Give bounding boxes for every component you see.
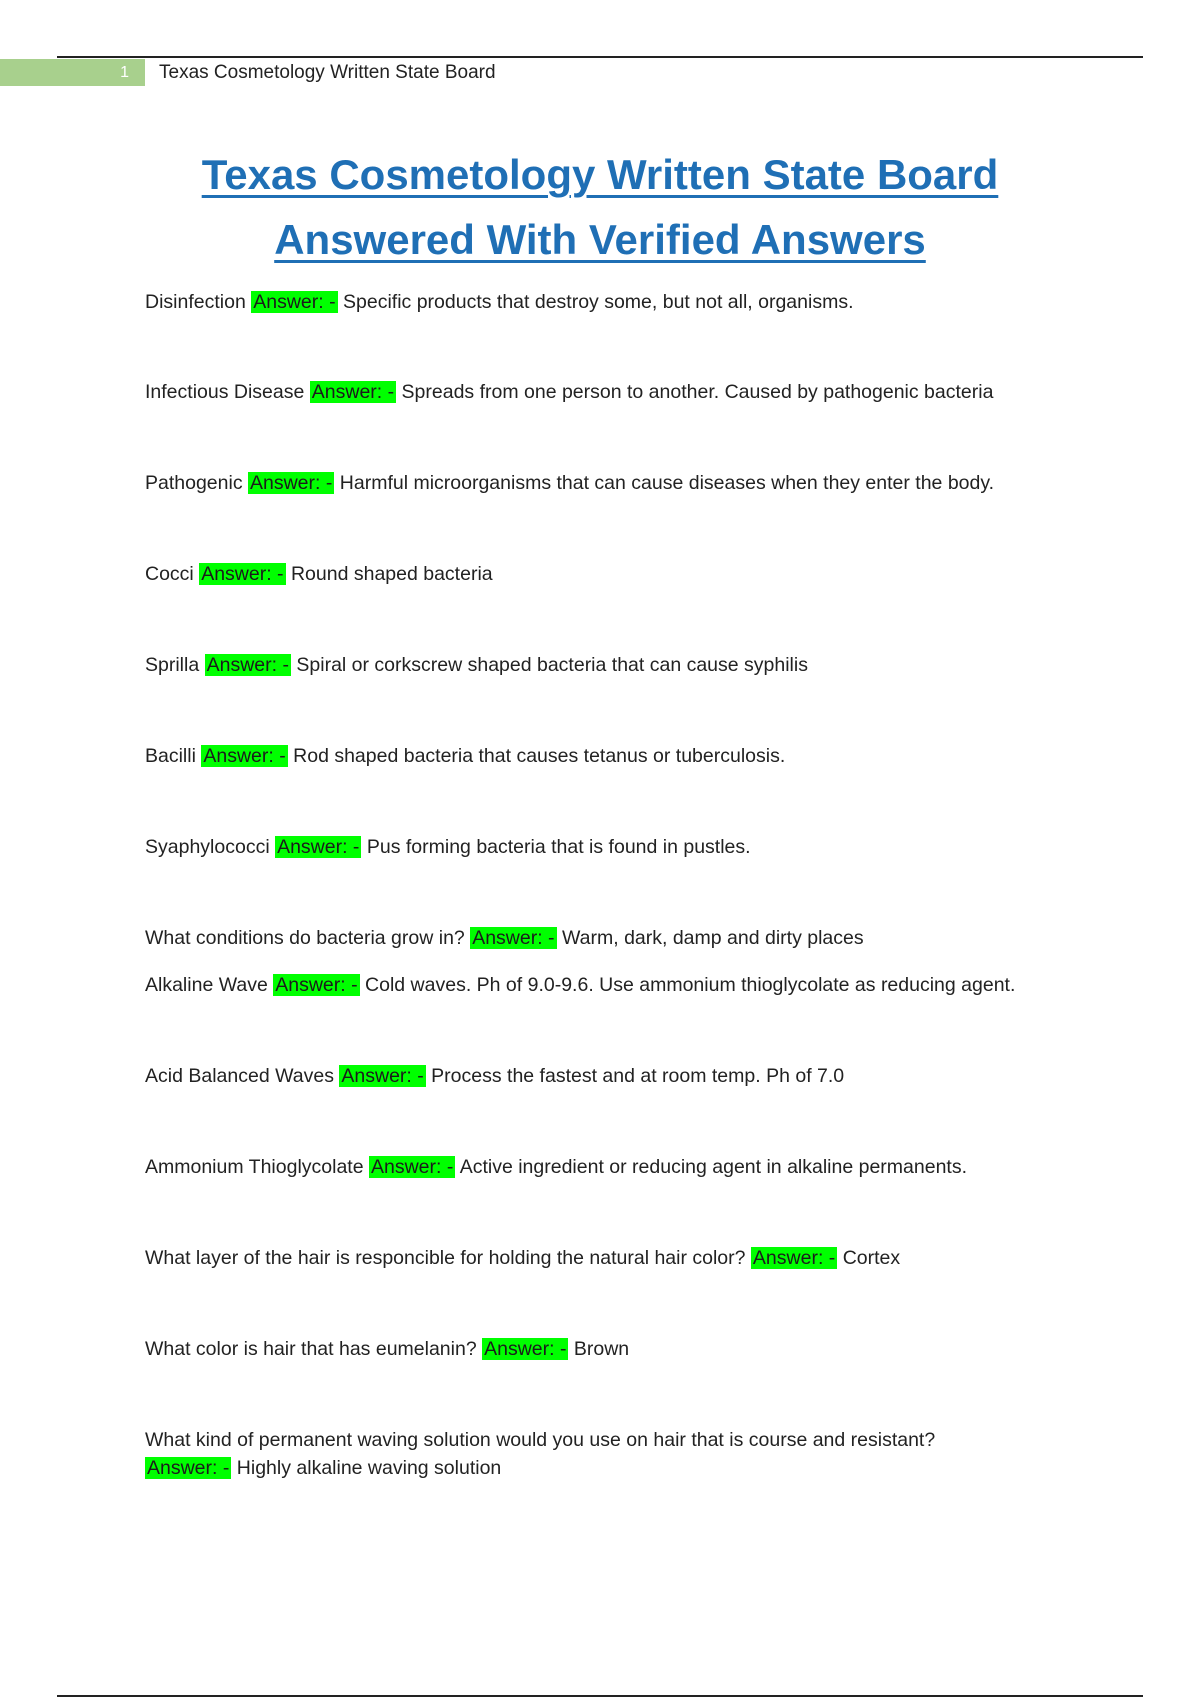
document-title-line-2: Answered With Verified Answers: [274, 216, 926, 263]
document-title-line-1: Texas Cosmetology Written State Board: [201, 151, 999, 198]
running-header: Texas Cosmetology Written State Board: [159, 62, 496, 83]
qa-term: What layer of the hair is responcible for holding the natural hair color?: [145, 1247, 746, 1269]
answer-tag: Answer: -: [472, 927, 555, 949]
qa-item: [145, 1062, 1075, 1090]
qa-definition: Warm, dark, damp and dirty places: [561, 927, 864, 949]
qa-list: [145, 288, 1075, 1482]
qa-item: [145, 833, 1075, 861]
qa-term: Pathogenic: [145, 472, 243, 494]
qa-term: Ammonium Thioglycolate: [145, 1156, 364, 1178]
header-rule: [57, 56, 1143, 58]
qa-definition: Cortex: [842, 1247, 901, 1269]
qa-term: What conditions do bacteria grow in?: [145, 927, 465, 949]
qa-term: Cocci: [145, 563, 194, 585]
answer-tag: Answer: -: [201, 563, 284, 585]
qa-item: [145, 1244, 1075, 1272]
qa-term: Alkaline Wave: [145, 974, 268, 996]
qa-definition: Round shaped bacteria: [290, 563, 493, 585]
answer-tag: Answer: -: [253, 291, 336, 313]
qa-term: Acid Balanced Waves: [145, 1065, 334, 1087]
answer-tag: Answer: -: [203, 745, 286, 767]
answer-tag: Answer: -: [341, 1065, 424, 1087]
answer-tag: Answer: -: [752, 1247, 836, 1269]
qa-item: [145, 1335, 1075, 1363]
qa-item: [145, 378, 1075, 406]
qa-item: [145, 742, 1075, 770]
qa-definition: Spiral or corkscrew shaped bacteria that can cause syphilis: [296, 654, 808, 676]
qa-definition: Brown: [573, 1338, 630, 1360]
qa-definition: Active ingredient or reducing agent in alkaline permanents.: [459, 1156, 968, 1178]
qa-definition: Specific products that destroy some, but not all, organisms.: [343, 291, 854, 313]
footer-rule: [57, 1695, 1143, 1697]
qa-item: [145, 971, 1075, 999]
answer-tag: Answer: -: [311, 381, 395, 403]
qa-item: [145, 1153, 1075, 1181]
qa-term: Disinfection: [145, 291, 246, 313]
qa-definition: Harmful microorganisms that can cause diseases when they enter the body.: [339, 472, 995, 494]
qa-item: [145, 651, 1075, 679]
qa-term: Syaphylococci: [145, 836, 270, 858]
qa-definition: Rod shaped bacteria that causes tetanus or tuberculosis.: [293, 745, 786, 767]
answer-tag: Answer: -: [147, 1457, 230, 1479]
qa-definition: Process the fastest and at room temp. Ph of 7.0: [431, 1065, 845, 1087]
qa-definition: Pus forming bacteria that is found in pustles.: [366, 836, 751, 858]
answer-tag: Answer: -: [250, 472, 333, 494]
qa-definition: Cold waves. Ph of 9.0-9.6. Use ammonium thioglycolate as reducing agent.: [365, 974, 1016, 996]
answer-tag: Answer: -: [371, 1156, 454, 1178]
qa-term: Bacilli: [145, 745, 196, 767]
qa-term: What color is hair that has eumelanin?: [145, 1338, 477, 1360]
qa-term: Sprilla: [145, 654, 200, 676]
document-title: [0, 142, 1200, 272]
qa-definition: Highly alkaline waving solution: [236, 1457, 502, 1479]
answer-tag: Answer: -: [275, 974, 358, 996]
qa-term: Infectious Disease: [145, 381, 305, 403]
answer-tag: Answer: -: [484, 1338, 567, 1360]
qa-item: [145, 924, 1075, 952]
answer-tag: Answer: -: [277, 836, 360, 858]
qa-term: What kind of permanent waving solution would you use on hair that is course and resistant?: [145, 1429, 936, 1451]
qa-item: [145, 469, 1075, 497]
qa-item: [145, 288, 1075, 316]
answer-tag: Answer: -: [206, 654, 289, 676]
page-number: 1: [0, 59, 145, 86]
qa-item: [145, 1426, 1075, 1482]
qa-item: [145, 560, 1075, 588]
qa-definition: Spreads from one person to another. Caused by pathogenic bacteria: [401, 381, 994, 403]
